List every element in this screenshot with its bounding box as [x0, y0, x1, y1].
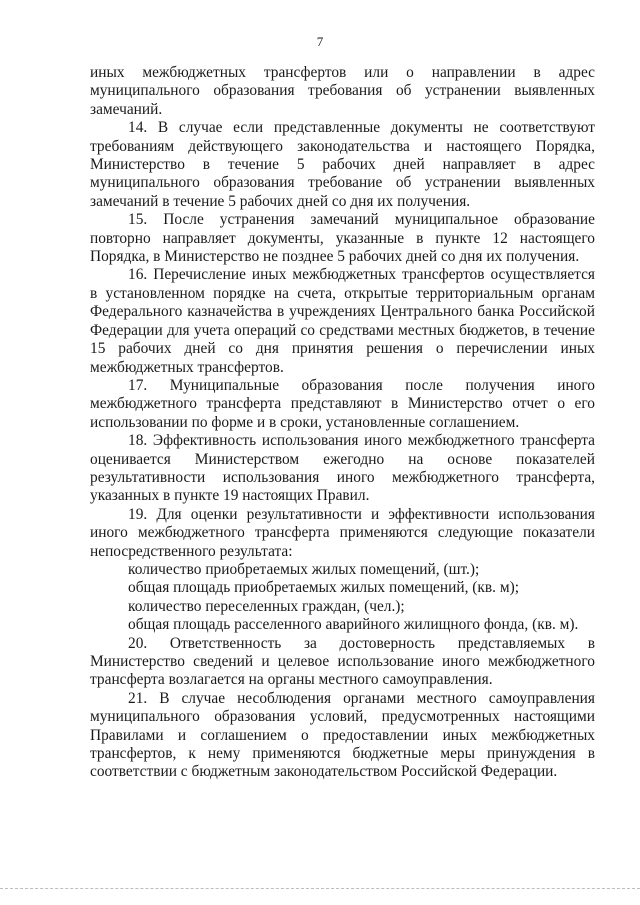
paragraph-19: 19. Для оценки результативности и эффективности использования иного межбюджетного трансферта применяются следующие показатели непосредственного результата:: [90, 505, 595, 560]
document-body: [90, 64, 595, 782]
paragraph-17: 17. Муниципальные образования после получения иного межбюджетного трансферта представляют в Министерство отчет о его использовании по форме и в сроки, установленные соглашением.: [90, 376, 595, 431]
paragraph-21: 21. В случае несоблюдения органами местного самоуправления муниципального образования условий, предусмотренных настоящими Правилами и соглашением о предоставлении иных межбюджетных трансфертов, к нему применяются бюджетные меры принуждения в соответствии с бюджетным законодательством Российской Федерации.: [90, 689, 595, 781]
paragraph-15: 15. После устранения замечаний муниципальное образование повторно направляет документы, указанные в пункте 12 настоящего Порядка, в Министерство не позднее 5 рабочих дней со дня их получения.: [90, 211, 595, 266]
indicator-item: общая площадь расселенного аварийного жилищного фонда, (кв. м).: [128, 616, 579, 634]
scan-bottom-edge: [0, 888, 640, 889]
paragraph-20: 20. Ответственность за достоверность представляемых в Министерство сведений и целевое использование иного межбюджетного трансферта возлагается на органы местного самоуправления.: [90, 634, 595, 689]
paragraph-continuation: иных межбюджетных трансфертов или о направлении в адрес муниципального образования требования об устранении выявленных замечаний.: [90, 64, 595, 118]
indicator-item: общая площадь приобретаемых жилых помещений, (кв. м);: [128, 579, 519, 597]
indicator-item: количество приобретаемых жилых помещений, (шт.);: [128, 560, 480, 578]
page-number: 7: [316, 34, 324, 49]
paragraph-14: 14. В случае если представленные документы не соответствуют требованиям действующего законодательства и настоящего Порядка, Министерство в течение 5 рабочих дней направляет в адрес муниципального образования требование об устранении выявленных замечаний в течение 5 рабочих дней со дня их получения.: [90, 119, 595, 210]
paragraph-16: 16. Перечисление иных межбюджетных трансфертов осуществляется в установленном порядке на счета, открытые территориальным органам Федерального казначейства в учреждениях Центрального банка Российской Федерации для учета операций со средствами местных бюджетов, в течение 15 рабочих дней со дня принятия решения о перечислении иных межбюджетных трансфертов.: [90, 266, 595, 376]
indicator-list: [90, 561, 595, 635]
paragraph-18: 18. Эффективность использования иного межбюджетного трансферта оценивается Министерством ежегодно на основе показателей результативности использования иного межбюджетного трансферта, указанных в пункте 19 настоящих Правил.: [90, 432, 595, 505]
indicator-item: количество переселенных граждан, (чел.);: [128, 597, 405, 615]
